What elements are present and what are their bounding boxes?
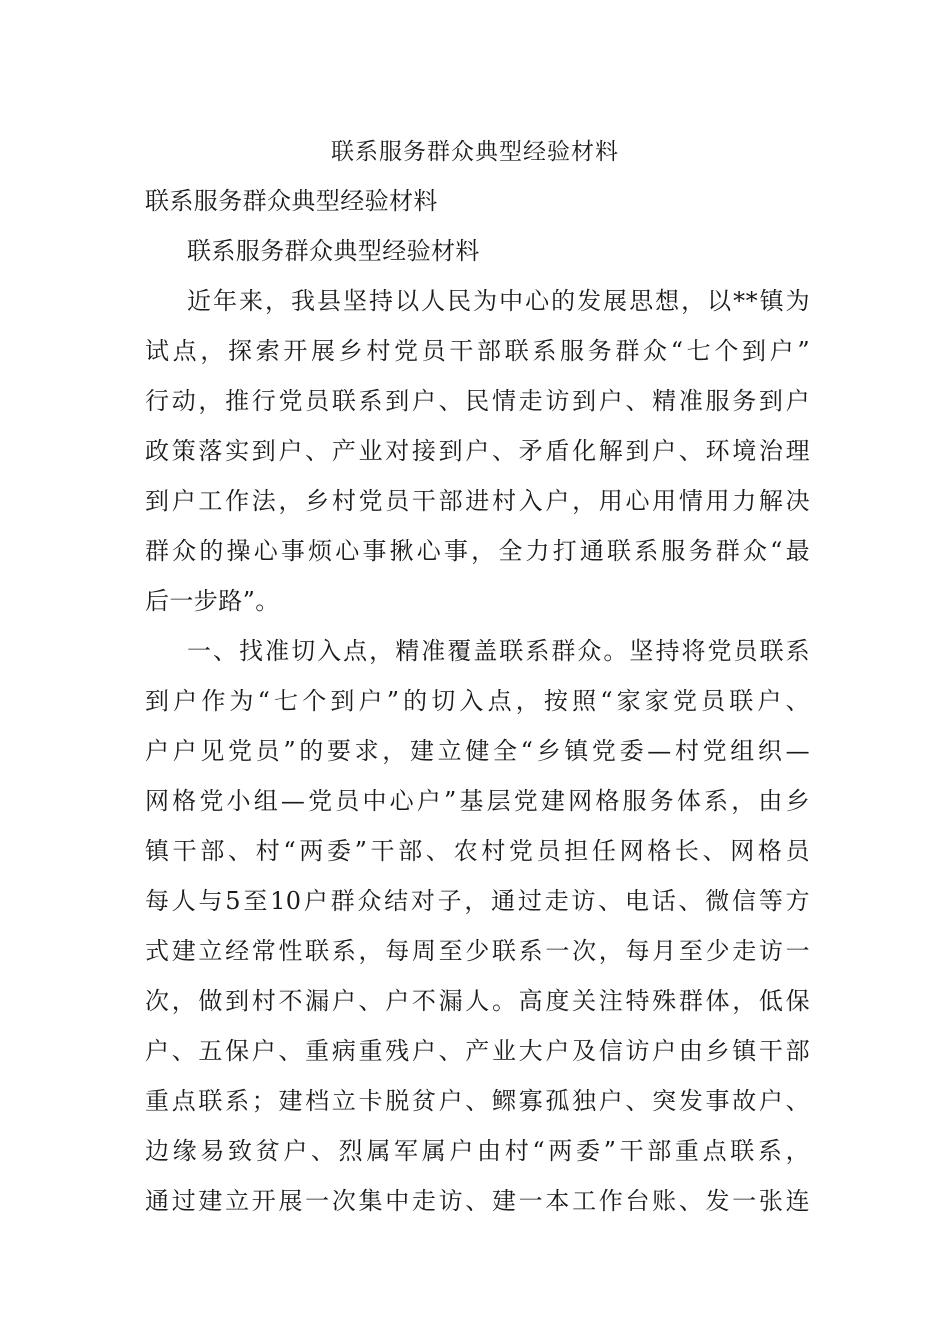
paragraph-line: 到户工作法，乡村党员干部进村入户，用心用情用力解决 xyxy=(145,487,810,515)
paragraph-line: 后一步路”。 xyxy=(145,587,280,615)
paragraph-line: 到户作为“七个到户”的切入点，按照“家家党员联户、 xyxy=(145,687,810,715)
paragraph-line: 近年来，我县坚持以人民为中心的发展思想，以**镇为 xyxy=(187,287,810,315)
paragraph-line: 行动，推行党员联系到户、民情走访到户、精准服务到户 xyxy=(145,387,810,415)
paragraph-line: 试点，探索开展乡村党员干部联系服务群众“七个到户” xyxy=(145,337,810,365)
paragraph-line: 式建立经常性联系，每周至少联系一次，每月至少走访一 xyxy=(145,937,810,965)
paragraph-line: 群众的操心事烦心事揪心事，全力打通联系服务群众“最 xyxy=(145,537,810,565)
paragraph-line: 每人与5至10户群众结对子，通过走访、电话、微信等方 xyxy=(145,887,810,915)
paragraph-line: 重点联系；建档立卡脱贫户、鳏寡孤独户、突发事故户、 xyxy=(145,1087,810,1115)
document-title: 联系服务群众典型经验材料 xyxy=(331,139,619,165)
paragraph-line: 一、找准切入点，精准覆盖联系群众。坚持将党员联系 xyxy=(187,637,810,665)
document-subtitle-repeat: 联系服务群众典型经验材料 xyxy=(187,237,480,265)
paragraph-line: 户户见党员”的要求，建立健全“乡镇党委—村党组织— xyxy=(145,737,810,765)
paragraph-line: 政策落实到户、产业对接到户、矛盾化解到户、环境治理 xyxy=(145,437,810,465)
paragraph-line: 网格党小组—党员中心户”基层党建网格服务体系，由乡 xyxy=(145,787,810,815)
paragraph-line: 镇干部、村“两委”干部、农村党员担任网格长、网格员 xyxy=(145,837,810,865)
paragraph-line: 次，做到村不漏户、户不漏人。高度关注特殊群体，低保 xyxy=(145,987,810,1015)
document-subtitle: 联系服务群众典型经验材料 xyxy=(145,187,438,215)
paragraph-line: 边缘易致贫户、烈属军属户由村“两委”干部重点联系， xyxy=(145,1137,810,1165)
paragraph-line: 通过建立开展一次集中走访、建一本工作台账、发一张连 xyxy=(145,1187,810,1215)
paragraph-line: 户、五保户、重病重残户、产业大户及信访户由乡镇干部 xyxy=(145,1037,810,1065)
